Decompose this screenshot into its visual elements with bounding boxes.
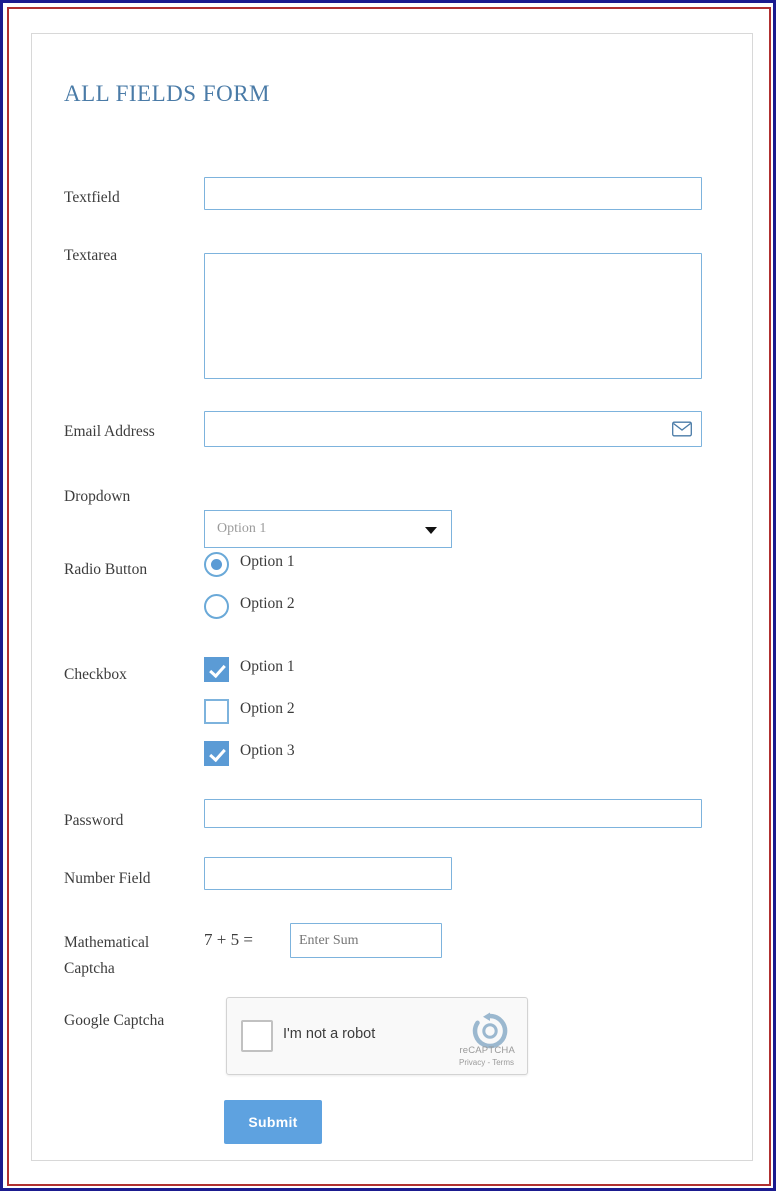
radio-option-2-label: Option 2 [240,595,295,612]
checkbox-option-3-label: Option 3 [240,742,295,759]
checkbox-icon-checked[interactable] [204,657,229,682]
page-title: ALL FIELDS FORM [64,81,270,106]
checkbox-option-1[interactable] [204,655,504,697]
checkbox-option-3[interactable] [204,739,504,781]
radio-option-1[interactable] [204,550,504,592]
math-captcha-expression: 7 + 5 = [204,930,253,949]
recaptcha-widget[interactable] [226,997,528,1075]
recaptcha-brand: reCAPTCHA [459,1045,515,1056]
math-captcha-input[interactable] [290,923,442,958]
checkbox-option-2-label: Option 2 [240,700,295,717]
radio-option-1-label: Option 1 [240,553,295,570]
dropdown-label: Dropdown [64,488,131,505]
checkbox-icon-checked[interactable] [204,741,229,766]
checkbox-group-label: Checkbox [64,666,127,683]
radio-option-2[interactable] [204,592,504,634]
recaptcha-checkbox-icon[interactable] [241,1020,273,1052]
recaptcha-checkbox-label: I'm not a robot [283,1026,376,1042]
password-input[interactable] [204,799,702,828]
textarea-label: Textarea [64,247,118,264]
chevron-down-icon [425,527,437,534]
checkbox-group [204,655,504,781]
email-input[interactable] [204,411,702,447]
textfield-label: Textfield [64,189,120,206]
submit-button[interactable]: Submit [224,1100,322,1144]
email-field-wrap [204,411,702,447]
math-captcha-label-line2: Captcha [64,960,115,977]
radio-icon-selected[interactable] [204,552,229,577]
number-label: Number Field [64,870,151,887]
email-label: Email Address [64,423,155,440]
checkbox-option-1-label: Option 1 [240,658,295,675]
radio-group-label: Radio Button [64,561,148,578]
radio-icon-unselected[interactable] [204,594,229,619]
dropdown-select[interactable] [204,510,452,548]
radio-group [204,550,504,634]
math-captcha-label [64,930,214,982]
checkbox-icon-unchecked[interactable] [204,699,229,724]
form-card [31,33,753,1161]
checkbox-option-2[interactable] [204,697,504,739]
math-captcha-label-line1: Mathematical [64,934,150,951]
textfield-input[interactable] [204,177,702,210]
dropdown-selected-value: Option 1 [217,521,267,536]
google-captcha-label: Google Captcha [64,1012,165,1029]
number-input[interactable] [204,857,452,890]
textarea-input[interactable] [204,253,702,379]
page-inner-border [7,7,771,1186]
password-label: Password [64,812,124,829]
recaptcha-legal-links[interactable]: Privacy - Terms [459,1058,514,1067]
